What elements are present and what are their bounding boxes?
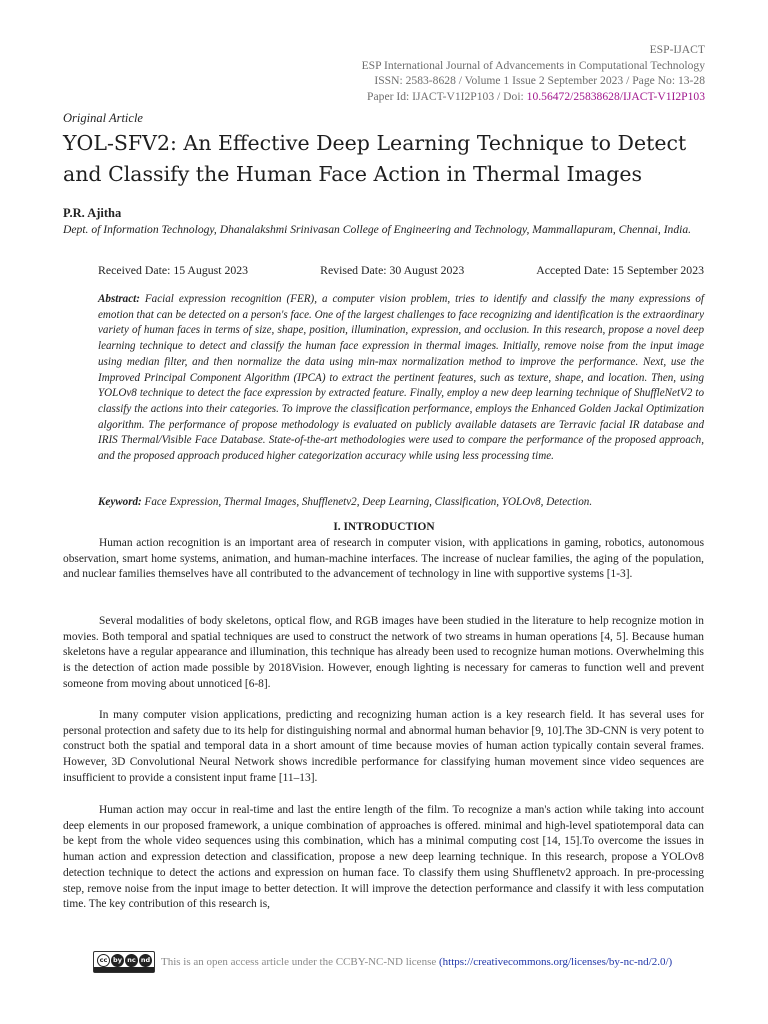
body-paragraph: Several modalities of body skeletons, optical flow, and RGB images have been studied in the literature to help recognize motion in movies. Both temporal and spatial techniques are used to construct the network of two streams in human operations [4, 5]. Because human skeletons have a regular appearance and illumination, this technique has already been used to recognize human motions. Overwhelming this is the detection of action made possible by 2018Vision. However, enough lighting is necessary for cameras to function well and prevent someone from moving about unnoticed [6-8]. (63, 615, 704, 690)
accepted-date: Accepted Date: 15 September 2023 (536, 263, 704, 277)
license-text (161, 956, 672, 968)
paper-id: Paper Id: IJACT-V1I2P103 / Doi: (367, 89, 527, 103)
section-heading-introduction: I. INTRODUCTION (333, 521, 435, 533)
body-paragraph: Human action may occur in real-time and last the entire length of the film. To recognize a man's action while taking into account deep elements in our proposed framework, a unique combination of approaches is offered. minimal and high-level spatiotemporal data can be kept from the whole video sequences using this combination, which has a minimal computing cost [14, 15].To overcome the issues in human action and expression detection and classification, propose a new deep learning technique. In this research, propose a YOLOv8 detection technique to detect the actions and expression on human face. To classify them using Shufflenetv2 approach. In pre-processing step, remove noise from the input image to better detection. It will improve the detection performance and classify it with less computation time. The key contribution of this research is, (63, 804, 704, 911)
dates-row (98, 263, 704, 278)
issn-line: ISSN: 2583-8628 / Volume 1 Issue 2 September 2023 / Page No: 13-28 (374, 74, 705, 87)
author-affiliation: Dept. of Information Technology, Dhanalakshmi Srinivasan College of Engineering and Technology, Mammallapuram, Chennai, India. (63, 223, 692, 236)
license-footer (93, 951, 672, 973)
received-date: Received Date: 15 August 2023 (98, 263, 249, 277)
license-link[interactable]: (https://creativecommons.org/licenses/by-nc-nd/2.0/) (438, 956, 673, 968)
abstract-text: Facial expression recognition (FER), a computer vision problem, tries to identify and classify the many expressions of emotion that can be detected on a person's face. One of the largest challenges to face recognizing and identification is the extraordinary variety of human faces in terms of size, shape, position, illumination, expression, and occlusion. In this research, propose a novel deep learning technique to detect and classify the human face expression in thermal images. Initially, remove noise from the input image using median filter, and then normalize the data using min-max normalization method to improve the performance. Next, use the Improved Principal Component Algorithm (IPCA) to extract the pertinent features, such as texture, shape, and location. Then, using YOLOv8 technique to detect the face expression by extracted feature. Finally, employ a new deep learning technique of ShuffleNetV2 to classify the actions into their categories. To improve the classification performance, employs the Enhanced Golden Jackal Optimization algorithm. The performance of propose methodology is evaluated on publicly available datasets are Terravic facial IR database and IRIS Thermal/Visible Face Database. State-of-the-art methodologies were used to compare the performance of the proposed approach, and the proposed approach produced higher categorization accuracy while using less processing time. (98, 293, 704, 463)
revised-date: Revised Date: 30 August 2023 (320, 263, 465, 277)
journal-name: ESP International Journal of Advancements in Computational Technology (361, 58, 705, 72)
journal-abbreviation: ESP-IJACT (649, 43, 705, 56)
body-paragraph: Human action recognition is an important area of research in computer vision, with applications in gaming, robotics, autonomous observation, smart home systems, animation, and human-machine interfaces. The increase of nuclear families, the aging of the population, and nuclear families themselves have all contributed to the advancement of technology in line with supportive systems [1-3]. (63, 537, 704, 581)
doi-link[interactable]: 10.56472/25838628/IJACT-V1I2P103 (526, 89, 705, 103)
nc-icon: nc (125, 954, 138, 967)
by-icon: by (111, 954, 124, 967)
keywords-label: Keyword: (98, 496, 142, 508)
abstract-label: Abstract: (98, 293, 140, 305)
cc-icon: cc (97, 954, 110, 967)
paper-title: YOL-SFV2: An Effective Deep Learning Technique to Detect and Classify the Human Face Action in Thermal Images (63, 131, 687, 186)
journal-header (362, 42, 705, 104)
cc-badge-strip (94, 967, 154, 972)
abstract (98, 292, 704, 465)
cc-license-badge-icon[interactable] (93, 951, 155, 973)
body-paragraph: In many computer vision applications, predicting and recognizing human action is a key research field. It has several uses for personal protection and safety due to its help for distinguishing normal and abnormal human behavior [9, 10].The 3D-CNN is very potent to construct both the spatial and temporal data in a short amount of time because movies of human action typically contain several frames. However, 3D Convolutional Neural Network shows incredible performance for classifying human movement since video sequences are insufficient to provide a consistent input frame [11–13]. (63, 709, 704, 784)
nd-icon: nd (139, 954, 152, 967)
keywords-text: Face Expression, Thermal Images, Shufflenetv2, Deep Learning, Classification, YOLOv8, Detection. (141, 496, 593, 508)
keywords (98, 495, 704, 511)
article-type: Original Article (63, 111, 143, 125)
license-statement: This is an open access article under the CCBY-NC-ND license (161, 956, 439, 968)
paper-id-line (362, 89, 705, 105)
author-name: P.R. Ajitha (63, 206, 122, 220)
